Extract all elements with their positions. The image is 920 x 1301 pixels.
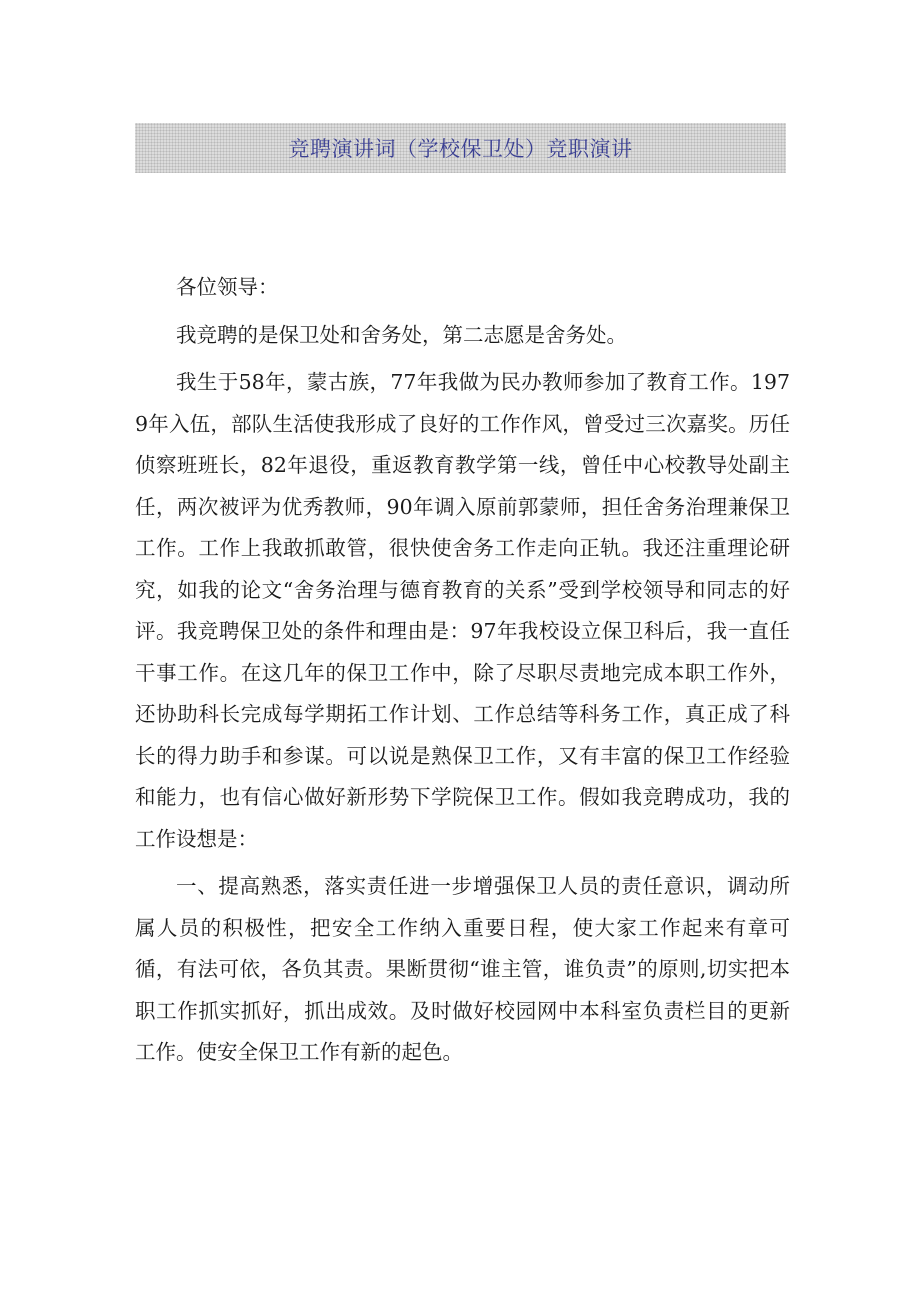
document-body	[135, 267, 790, 1080]
plan-paragraph: 一、提高熟悉，落实责任进一步增强保卫人员的责任意识，调动所属人员的积极性，把安全工作纳入重要日程，使大家工作起来有章可循，有法可依，各负其责。果断贯彻“谁主管，谁负责”的原则,切实把本职工作抓实抓好，抓出成效。及时做好校园网中本科室负责栏目的更新工作。使安全保卫工作有新的起色。	[135, 874, 790, 1064]
background-paragraph: 我生于58年，蒙古族，77年我做为民办教师参加了教育工作。1979年入伍，部队生活使我形成了良好的工作作风，曾受过三次嘉奖。历任侦察班班长，82年退役，重返教育教学第一线，曾任中心校教导处副主任，两次被评为优秀教师，90年调入原前郭蒙师，担任舍务治理兼保卫工作。工作上我敢抓敢管，很快使舍务工作走向正轨。我还注重理论研究，如我的论文“舍务治理与德育教育的关系”受到学校领导和同志的好评。我竞聘保卫处的条件和理由是：97年我校设立保卫科后，我一直任干事工作。在这几年的保卫工作中，除了尽职尽责地完成本职工作外，还协助科长完成每学期拓工作计划、工作总结等科务工作，真正成了科长的得力助手和参谋。可以说是熟保卫工作，又有丰富的保卫工作经验和能力，也有信心做好新形势下学院保卫工作。假如我竞聘成功，我的工作设想是：	[135, 370, 790, 851]
title-banner	[135, 123, 786, 173]
salutation-paragraph: 各位领导：	[176, 275, 279, 299]
intro-paragraph: 我竞聘的是保卫处和舍务处，第二志愿是舍务处。	[176, 322, 627, 347]
document-title: 竞聘演讲词（学校保卫处）竞职演讲	[288, 137, 633, 161]
